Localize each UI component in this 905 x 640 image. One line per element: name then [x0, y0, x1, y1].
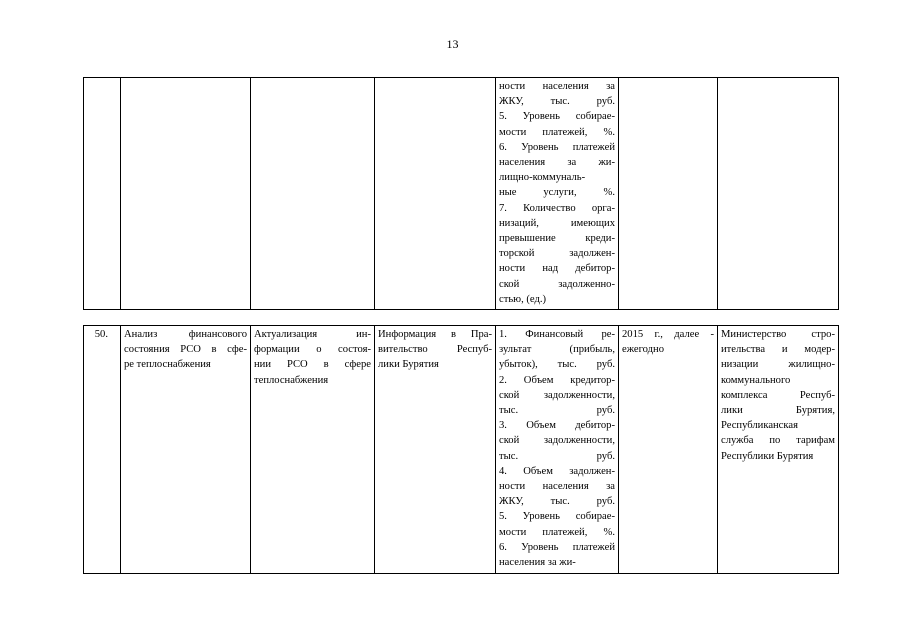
text-line: служба по тарифам — [721, 435, 835, 447]
cell-report — [375, 78, 496, 310]
cell-deadline — [619, 78, 718, 310]
text-line: комплекса Респуб- — [721, 389, 835, 401]
text-line: ные услуги, %. — [499, 187, 615, 199]
cell-activity — [121, 78, 251, 310]
text-line: ности над дебитор- — [499, 263, 615, 275]
text-line: Республики Бурятия — [721, 450, 814, 462]
text-line: ской задолженности, — [499, 435, 615, 447]
text-line: ности населения за — [499, 81, 615, 92]
text-line: ской задолженно- — [499, 278, 615, 290]
cell-indicators — [496, 326, 619, 574]
cell-result — [251, 326, 375, 574]
text-line: 6. Уровень платежей — [499, 541, 615, 553]
text-line: 3. Объем дебитор- — [499, 420, 615, 432]
text-line: мости платежей, %. — [499, 126, 615, 138]
cell-activity — [121, 326, 251, 574]
table-row — [84, 78, 839, 310]
text-line: 5. Уровень собирае- — [499, 511, 615, 523]
text-line: Актуализация ин- — [254, 329, 371, 340]
text-line: коммунального — [721, 374, 791, 386]
cell-responsible — [718, 78, 839, 310]
text-line: ежегодно — [622, 344, 665, 356]
text-line: ЖКУ, тыс. руб. — [499, 496, 615, 508]
text-line: населения за жи- — [499, 557, 576, 569]
text-line: ительства и модер- — [721, 344, 835, 356]
text-line: вительство Респуб- — [378, 344, 492, 356]
table-row — [84, 326, 839, 574]
cell-number — [84, 78, 121, 310]
text-line: ности населения за — [499, 481, 615, 493]
cell-number: 50. — [84, 326, 121, 574]
text-line: Республиканская — [721, 420, 798, 432]
text-line: 2. Объем кредитор- — [499, 374, 615, 386]
text-line: населения за жи- — [499, 157, 615, 169]
text-line: убыток), тыс. руб. — [499, 359, 615, 371]
text-line: тыс. руб. — [499, 450, 615, 462]
table-continuation — [83, 77, 839, 310]
text-line: тыс. руб. — [499, 405, 615, 417]
page-number: 13 — [446, 37, 459, 51]
text-line: стью, (ед.) — [499, 293, 547, 305]
text-line: зультат (прибыль, — [499, 344, 615, 356]
text-line: теплоснабжения — [254, 374, 329, 386]
text-line: 5. Уровень собирае- — [499, 111, 615, 123]
cell-result — [251, 78, 375, 310]
text-line: Министерство стро- — [721, 329, 835, 340]
text-line: лищно-коммуналь- — [499, 172, 586, 184]
text-line: 6. Уровень платежей — [499, 141, 615, 153]
text-line: 7. Количество орга- — [499, 202, 615, 214]
cell-indicators — [496, 78, 619, 310]
text-line: 1. Финансовый ре- — [499, 329, 615, 340]
text-line: 2015 г., далее - — [622, 329, 714, 340]
text-line: ской задолженности, — [499, 389, 615, 401]
table-row-50 — [83, 325, 839, 574]
text-line: ЖКУ, тыс. руб. — [499, 96, 615, 108]
text-line: низации жилищно- — [721, 359, 835, 371]
text-line: ре теплоснабжения — [124, 359, 211, 371]
cell-deadline — [619, 326, 718, 574]
text-line: превышение креди- — [499, 233, 615, 245]
text-line: торской задолжен- — [499, 248, 615, 260]
text-line: формации о состоя- — [254, 344, 371, 356]
text-line: нии РСО в сфере — [254, 359, 371, 371]
text-line: Анализ финансового — [124, 329, 247, 340]
text-line: Информация в Пра- — [378, 329, 492, 340]
text-line: лики Бурятия — [378, 359, 439, 371]
text-line: состояния РСО в сфе- — [124, 344, 247, 356]
text-line: 4. Объем задолжен- — [499, 465, 615, 477]
text-line: низаций, имеющих — [499, 217, 615, 229]
text-line: лики Бурятия, — [721, 405, 835, 417]
cell-responsible — [718, 326, 839, 574]
text-line: мости платежей, %. — [499, 526, 615, 538]
cell-report — [375, 326, 496, 574]
